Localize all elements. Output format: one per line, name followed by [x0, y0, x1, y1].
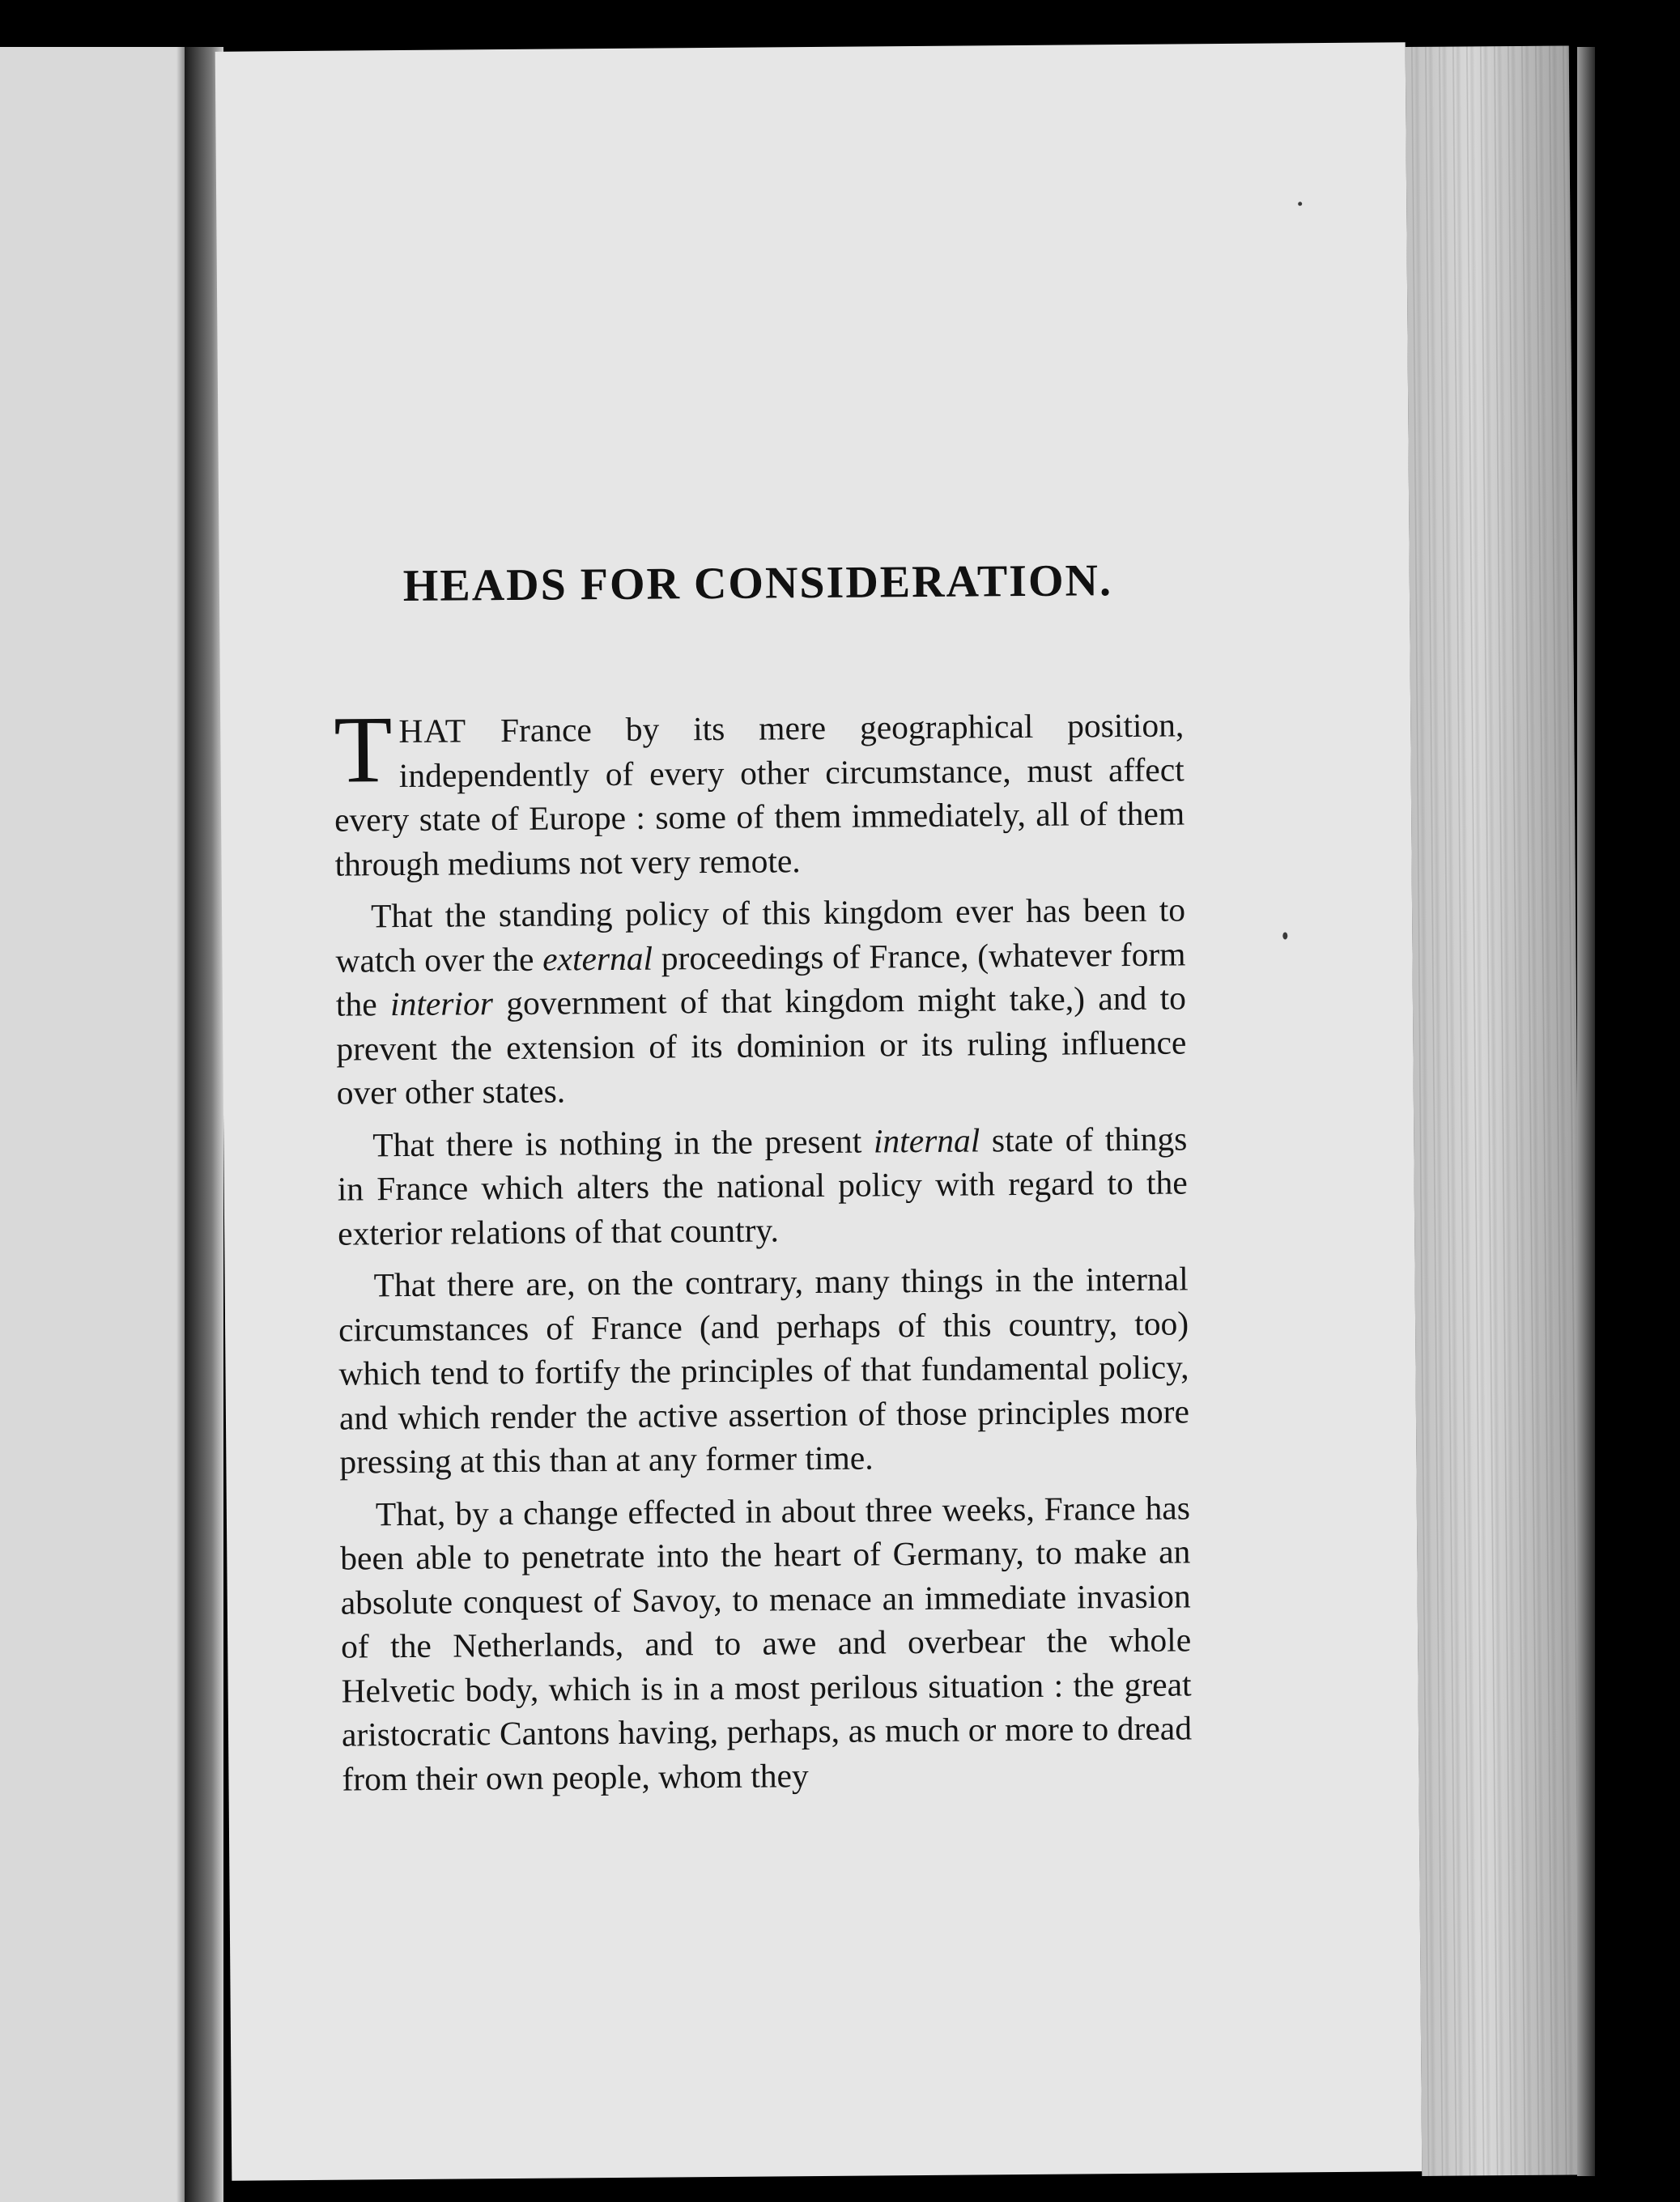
paragraph-3-text-b: state of things in France which alters the national policy with regard to the exterior relations of that country.	[337, 1119, 1188, 1252]
paragraph-3	[337, 1116, 1188, 1256]
scan-speck	[1282, 932, 1287, 939]
emphasis-internal: internal	[873, 1120, 980, 1159]
left-facing-page	[0, 47, 185, 2202]
paragraph-2-text-a: That the standing policy of this kingdom ever has been to watch over the	[335, 891, 1186, 980]
scan-speck	[1298, 202, 1302, 206]
page-text-block	[333, 554, 1193, 1800]
page-fore-edge	[1406, 45, 1586, 2176]
paragraph-2-text-c: government of that kingdom might take,) and to prevent the extension of its dominion or its ruling influence over other states.	[336, 979, 1187, 1112]
paragraph-3-text-a: That there is nothing in the present	[372, 1121, 874, 1163]
paragraph-5: That, by a change effected in about three weeks, France has been able to penetrate into the heart of Germany, to make an absolute conquest of Savoy, to menace an immediate invasion of the Netherlands, and to awe and overbear the whole Helvetic body, which is in a most perilous situation : the great aristocratic Cantons having, perhaps, as much or more to dread from their own people, whom they	[340, 1488, 1193, 1798]
paragraph-2-text-b: proceedings of France, (whatever form the	[335, 934, 1186, 1023]
emphasis-interior: interior	[389, 984, 494, 1023]
paragraph-2	[335, 887, 1187, 1115]
page-heading: HEADS FOR CONSIDERATION.	[402, 555, 1113, 612]
drop-cap: T	[333, 696, 393, 803]
paragraph-1	[333, 696, 1185, 886]
lead-word: HAT	[398, 712, 467, 750]
emphasis-external: external	[542, 939, 653, 978]
book-page	[215, 42, 1423, 2180]
paragraph-4: That there are, on the contrary, many things in the internal circumstances of France (and perhaps of this country, too) which tend to fortify the principles of that fundamental policy, and which render the active assertion of those principles more pressing at this than at any former time.	[338, 1260, 1190, 1481]
cover-edge	[1577, 47, 1595, 2176]
paragraph-1-text: France by its mere geographical position, independently of every other circumstance, must affect every state of Europe : some of them immediately, all of them through mediums not very remote.	[334, 706, 1185, 883]
